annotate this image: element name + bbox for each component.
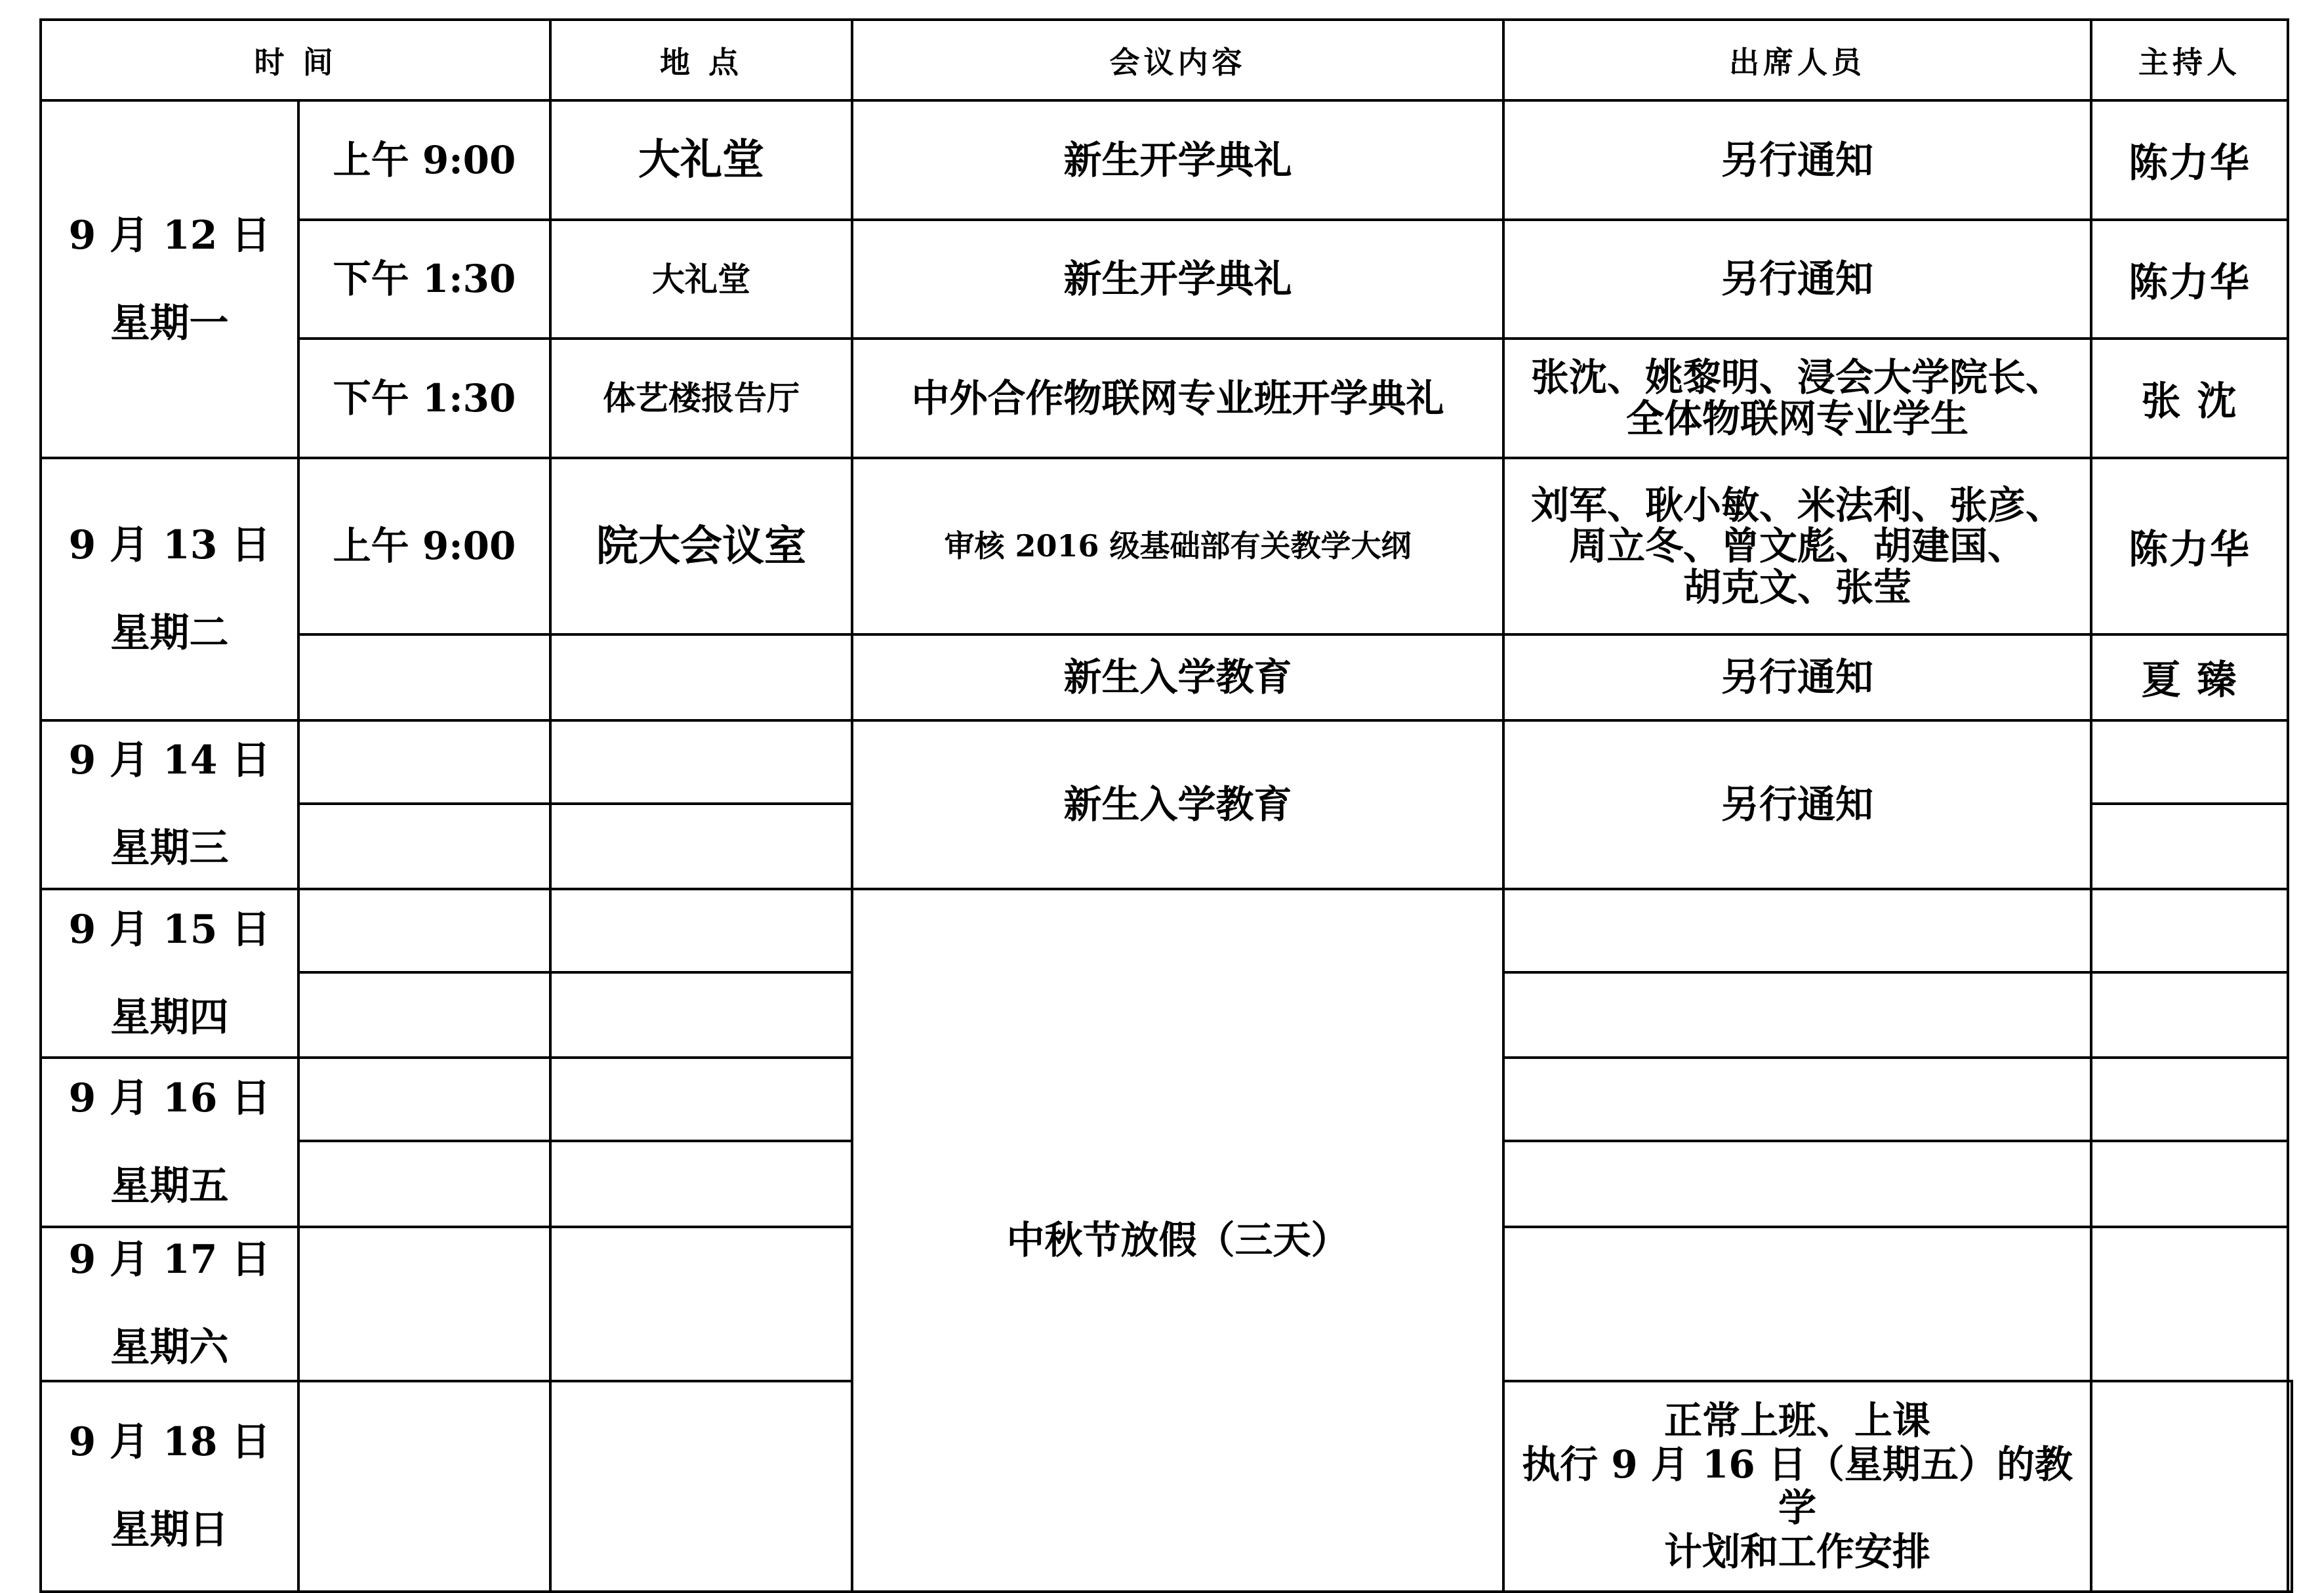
date-label: 9 月 15 日: [68, 906, 271, 953]
date-cell: [41, 720, 298, 889]
attendees-cell: [1503, 1058, 2091, 1141]
host-cell: [2091, 889, 2288, 972]
place-cell: [550, 804, 852, 889]
content-line: 执行 9 月 16 日（星期五）的教学: [1522, 1441, 2073, 1531]
time-cell: 上午 9:00: [298, 100, 550, 220]
weekday-label: 星期二: [110, 610, 229, 656]
attendees-cell: [1503, 339, 2091, 458]
host-cell: [2091, 720, 2288, 804]
place-cell: [550, 1381, 852, 1592]
time-cell: [298, 1227, 550, 1381]
content-cell: 新生开学典礼: [852, 100, 1503, 220]
header-place: 地 点: [550, 20, 852, 100]
date-cell: [41, 1381, 298, 1592]
time-cell: 上午 9:00: [298, 458, 550, 634]
weekday-label: 星期六: [110, 1325, 229, 1371]
attendees-line: 周立冬、曾文彪、胡建国、: [1569, 524, 2026, 569]
content-cell: 审核 2016 级基础部有关教学大纲: [852, 458, 1503, 634]
host-cell: [2091, 972, 2288, 1058]
content-cell: 中外合作物联网专业班开学典礼: [852, 339, 1503, 458]
date-label: 9 月 12 日: [68, 212, 271, 259]
place-cell: [550, 634, 852, 720]
place-cell: [550, 1141, 852, 1226]
attendees-cell: 另行通知: [1503, 634, 2091, 720]
place-cell: [550, 889, 852, 972]
host-cell: 张 沈: [2091, 339, 2288, 458]
attendees-cell: 另行通知: [1503, 220, 2091, 339]
header-content: 会议内容: [852, 20, 1503, 100]
time-cell: 下午 1:30: [298, 339, 550, 458]
table-row: [41, 720, 2292, 804]
time-cell: [298, 889, 550, 972]
time-cell: [298, 972, 550, 1058]
host-cell: 陈力华: [2091, 458, 2288, 634]
schedule-table: [39, 18, 2293, 1593]
date-label: 9 月 16 日: [68, 1075, 271, 1122]
date-cell: [41, 1227, 298, 1381]
host-cell: 陈力华: [2091, 100, 2288, 220]
weekday-label: 星期一: [110, 300, 229, 346]
place-cell: 体艺楼报告厅: [550, 339, 852, 458]
attendees-line: 胡克文、张莹: [1683, 564, 1912, 610]
attendees-cell: [1503, 972, 2091, 1058]
date-cell: [41, 889, 298, 1058]
attendees-cell: [2091, 1381, 2288, 1592]
weekday-label: 星期三: [110, 825, 229, 872]
header-host: 主持人: [2091, 20, 2288, 100]
host-cell: 夏 臻: [2091, 634, 2288, 720]
table-row: [41, 458, 2292, 634]
host-cell: [2091, 1058, 2288, 1141]
attendees-line: 刘军、耿小敏、米法利、张彦、: [1531, 482, 2064, 528]
attendees-cell: 另行通知: [1503, 100, 2091, 220]
content-cell: 新生入学教育: [852, 634, 1503, 720]
time-cell: [298, 1058, 550, 1141]
place-cell: 大礼堂: [550, 220, 852, 339]
table-row: [41, 220, 2292, 339]
place-cell: [550, 1058, 852, 1141]
date-cell: [41, 100, 298, 458]
attendees-cell: [1503, 889, 2091, 972]
content-line: 正常上班、上课: [1664, 1397, 1931, 1443]
attendees-line: 张沈、姚黎明、浸会大学院长、: [1531, 355, 2064, 400]
weekday-label: 星期四: [110, 994, 229, 1041]
place-cell: [550, 972, 852, 1058]
host-cell: [2091, 1141, 2288, 1226]
time-cell: 下午 1:30: [298, 220, 550, 339]
place-cell: 院大会议室: [550, 458, 852, 634]
time-cell: [298, 1141, 550, 1226]
date-cell: [41, 1058, 298, 1226]
table-row: [41, 634, 2292, 720]
time-cell: [298, 804, 550, 889]
weekday-label: 星期五: [110, 1163, 229, 1210]
date-label: 9 月 14 日: [68, 737, 271, 784]
host-cell: [2091, 1227, 2288, 1381]
header-attendees: 出席人员: [1503, 20, 2091, 100]
attendees-cell: [1503, 458, 2091, 634]
time-cell: [298, 634, 550, 720]
host-cell: [2091, 804, 2288, 889]
host-cell: 陈力华: [2091, 220, 2288, 339]
attendees-cell: [1503, 1227, 2091, 1381]
content-cell: 中秋节放假（三天）: [852, 889, 1503, 1592]
content-cell: 新生开学典礼: [852, 220, 1503, 339]
header-time: 时 间: [41, 20, 550, 100]
content-cell: [1503, 1381, 2091, 1592]
date-label: 9 月 18 日: [68, 1419, 271, 1466]
weekday-label: 星期日: [110, 1507, 229, 1554]
attendees-cell: 另行通知: [1503, 720, 2091, 889]
attendees-cell: [1503, 1141, 2091, 1226]
table-row: [41, 339, 2292, 458]
place-cell: 大礼堂: [550, 100, 852, 220]
date-label: 9 月 13 日: [68, 522, 271, 568]
time-cell: [298, 1381, 550, 1592]
date-cell: [41, 458, 298, 720]
place-cell: [550, 720, 852, 804]
content-cell: 新生入学教育: [852, 720, 1503, 889]
content-line: 计划和工作安排: [1664, 1529, 1931, 1575]
time-cell: [298, 720, 550, 804]
table-row: [41, 100, 2292, 220]
table-row: [41, 889, 2292, 972]
place-cell: [550, 1227, 852, 1381]
header-row: [41, 20, 2292, 100]
attendees-line: 全体物联网专业学生: [1626, 396, 1969, 442]
date-label: 9 月 17 日: [68, 1237, 271, 1283]
host-cell: [2288, 1381, 2292, 1592]
